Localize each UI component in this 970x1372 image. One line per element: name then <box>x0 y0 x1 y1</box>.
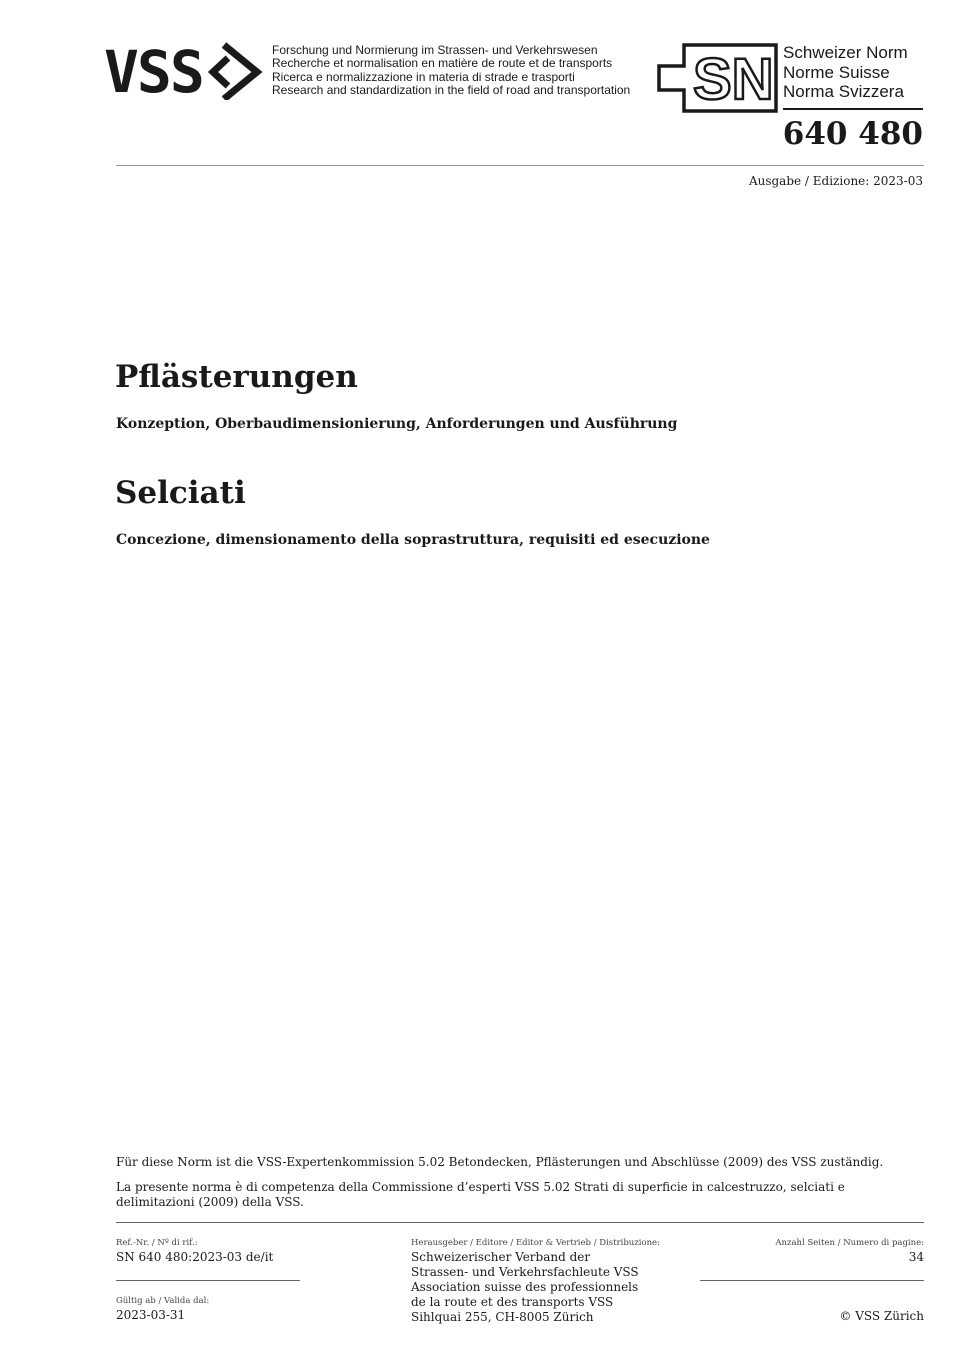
reference-number: SN 640 480:2023-03 de/it <box>116 1250 274 1264</box>
sn-swiss-norm-logo <box>656 42 780 114</box>
sn-label-fr: Norme Suisse <box>783 62 890 82</box>
edition-date: Ausgabe / Edizione: 2023-03 <box>748 174 923 188</box>
sn-label-de: Schweizer Norm <box>783 43 908 62</box>
sn-logo-text: SN <box>693 47 774 112</box>
sn-norm-labels <box>783 43 908 102</box>
vss-logo <box>104 40 266 100</box>
publisher-line: Schweizerischer Verband der <box>411 1250 591 1264</box>
title-german: Pflästerungen <box>115 359 358 395</box>
publisher-line: Sihlquai 255, CH-8005 Zürich <box>411 1310 594 1324</box>
norm-number: 640 480 <box>782 116 923 152</box>
copyright: © VSS Zürich <box>839 1309 924 1323</box>
vss-logo-text: VSS <box>104 40 203 100</box>
tagline-it: Ricerca e normalizzazione in materia di strade e trasporti <box>272 69 575 84</box>
responsibility-note-italian: La presente norma è di competenza della Commissione d’esperti VSS 5.02 Strati di superficie in calcestruzzo, selciati e delimitazioni (2009) della VSS. <box>116 1180 845 1209</box>
publisher-line: Strassen- und Verkehrsfachleute VSS <box>411 1265 639 1279</box>
publisher-address <box>411 1250 639 1325</box>
publisher-line: de la route et des transports VSS <box>411 1295 614 1309</box>
header-divider <box>116 165 924 166</box>
subtitle-italian: Concezione, dimensionamento della soprastruttura, requisiti ed esecuzione <box>116 532 710 548</box>
sn-label-it: Norma Svizzera <box>783 82 904 101</box>
responsibility-note-german: Für diese Norm ist die VSS-Expertenkommission 5.02 Betondecken, Pflästerungen und Abschlüsse (2009) des VSS zuständig. <box>116 1155 884 1169</box>
vss-tagline <box>272 44 642 97</box>
title-italian: Selciati <box>115 475 246 511</box>
valid-from-date: 2023-03-31 <box>116 1308 186 1322</box>
subtitle-german: Konzeption, Oberbaudimensionierung, Anforderungen und Ausführung <box>116 416 678 432</box>
tagline-de: Forschung und Normierung im Strassen- und Verkehrswesen <box>272 43 598 57</box>
valid-from-label: Gültig ab / Valida dal: <box>116 1296 210 1306</box>
page-count: 34 <box>908 1250 924 1264</box>
sn-underline <box>783 108 923 110</box>
page-count-label: Anzahl Seiten / Numero di pagine: <box>775 1238 924 1248</box>
tagline-en: Research and standardization in the field of road and transportation <box>272 82 631 97</box>
footer-divider <box>116 1222 924 1223</box>
publisher-line: Association suisse des professionnels <box>411 1280 639 1294</box>
reference-label: Ref.-Nr. / Nº di rif.: <box>116 1238 198 1248</box>
tagline-fr: Recherche et normalisation en matière de route et de transports <box>272 56 613 71</box>
reference-divider <box>116 1280 300 1281</box>
page-count-divider <box>700 1280 924 1281</box>
publisher-label: Herausgeber / Editore / Editor & Vertrieb / Distribuzione: <box>411 1238 660 1248</box>
